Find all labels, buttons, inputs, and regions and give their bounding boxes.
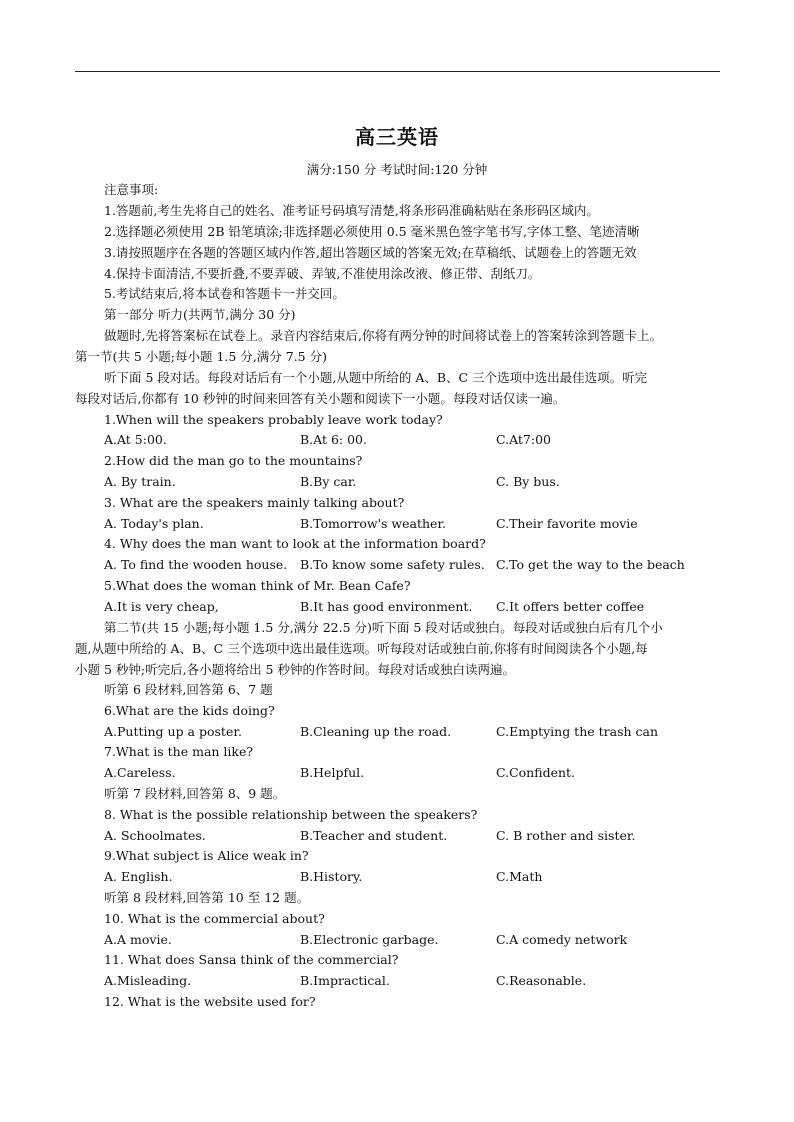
- option-b: B.Tomorrow's weather.: [300, 516, 447, 531]
- section2-instruction: 第二节(共 15 小题;每小题 1.5 分,满分 22.5 分)听下面 5 段对话或独白。每段对话或独白后有几个小: [104, 620, 663, 635]
- notice-item: 4.保持卡面清洁,不要折叠,不要弄破、弄皱,不准使用涂改液、修正带、刮纸刀。: [104, 266, 541, 281]
- section1-heading: 第一节(共 5 小题;每小题 1.5 分,满分 7.5 分): [75, 349, 327, 364]
- option-c: C.To get the way to the beach: [496, 557, 685, 572]
- option-b: B.Teacher and student.: [300, 828, 448, 843]
- question-stem: 8. What is the possible relationship between the speakers?: [104, 807, 478, 822]
- option-b: B.By car.: [300, 474, 357, 489]
- option-c: C. By bus.: [496, 474, 560, 489]
- notice-item: 3.请按照题序在各题的答题区域内作答,超出答题区域的答案无效;在草稿纸、试题卷上的答题无效: [104, 245, 637, 260]
- option-a: A.Putting up a poster.: [104, 724, 242, 739]
- option-c: C.Math: [496, 869, 543, 884]
- option-a: A.A movie.: [104, 932, 172, 947]
- option-c: C.Their favorite movie: [496, 516, 638, 531]
- page-title: 高三英语: [355, 125, 439, 149]
- section2-instruction: 小题 5 秒钟;听完后,各小题将给出 5 秒钟的作答时间。每段对话或独白读两遍。: [75, 662, 515, 677]
- question-stem: 9.What subject is Alice weak in?: [104, 848, 309, 863]
- option-a: A. English.: [104, 869, 173, 884]
- question-stem: 2.How did the man go to the mountains?: [104, 453, 363, 468]
- group-heading: 听第 8 段材料,回答第 10 至 12 题。: [104, 890, 310, 905]
- question-stem: 6.What are the kids doing?: [104, 703, 275, 718]
- question-stem: 1.When will the speakers probably leave work today?: [104, 412, 443, 427]
- part1-instruction: 做题时,先将答案标在试卷上。录音内容结束后,你将有两分钟的时间将试卷上的答案转涂到答题卡上。: [104, 328, 662, 343]
- option-c: C.Emptying the trash can: [496, 724, 659, 739]
- question-stem: 11. What does Sansa think of the commercial?: [104, 952, 399, 967]
- question-stem: 5.What does the woman think of Mr. Bean Cafe?: [104, 578, 411, 593]
- option-b: B.To know some safety rules.: [300, 557, 485, 572]
- option-b: B.Electronic garbage.: [300, 932, 439, 947]
- option-b: B.Impractical.: [300, 973, 390, 988]
- question-stem: 7.What is the man like?: [104, 744, 254, 759]
- header-rule: [75, 71, 720, 72]
- notice-item: 2.选择题必须使用 2B 铅笔填涂;非选择题必须使用 0.5 毫米黑色签字笔书写,字体工整、笔迹清晰: [104, 224, 640, 239]
- question-stem: 12. What is the website used for?: [104, 994, 316, 1009]
- option-a: A. Today's plan.: [104, 516, 204, 531]
- option-c: C.At7:00: [496, 432, 551, 447]
- option-a: A.At 5:00.: [104, 432, 167, 447]
- option-a: A.Careless.: [104, 765, 176, 780]
- option-a: A.It is very cheap,: [104, 599, 219, 614]
- option-b: B.Cleaning up the road.: [300, 724, 452, 739]
- notice-heading: 注意事项:: [104, 182, 159, 197]
- group-heading: 听第 6 段材料,回答第 6、7 题: [104, 682, 273, 697]
- option-a: A. To find the wooden house.: [104, 557, 288, 572]
- option-a: A. By train.: [104, 474, 176, 489]
- question-stem: 10. What is the commercial about?: [104, 911, 325, 926]
- section2-instruction: 题,从题中所给的 A、B、C 三个选项中选出最佳选项。听每段对话或独白前,你将有时间阅读各个小题,每: [75, 641, 648, 656]
- section1-instruction: 每段对话后,你都有 10 秒钟的时间来回答有关小题和阅读下一小题。每段对话仅读一遍。: [75, 391, 566, 406]
- notice-item: 5.考试结束后,将本试卷和答题卡一并交回。: [104, 286, 345, 301]
- part1-heading: 第一部分 听力(共两节,满分 30 分): [104, 307, 296, 322]
- option-b: B.Helpful.: [300, 765, 365, 780]
- option-c: C.It offers better coffee: [496, 599, 645, 614]
- question-stem: 4. Why does the man want to look at the information board?: [104, 536, 486, 551]
- option-b: B.History.: [300, 869, 363, 884]
- exam-info: 满分:150 分 考试时间:120 分钟: [306, 162, 488, 177]
- group-heading: 听第 7 段材料,回答第 8、9 题。: [104, 786, 286, 801]
- option-a: A.Misleading.: [104, 973, 192, 988]
- option-c: C.A comedy network: [496, 932, 628, 947]
- option-b: B.It has good environment.: [300, 599, 473, 614]
- option-c: C.Reasonable.: [496, 973, 587, 988]
- option-c: C.Confident.: [496, 765, 576, 780]
- question-stem: 3. What are the speakers mainly talking about?: [104, 495, 405, 510]
- notice-item: 1.答题前,考生先将自己的姓名、准考证号码填写清楚,将条形码准确粘贴在条形码区域内。: [104, 203, 599, 218]
- option-c: C. B rother and sister.: [496, 828, 636, 843]
- section1-instruction: 听下面 5 段对话。每段对话后有一个小题,从题中所给的 A、B、C 三个选项中选出最佳选项。听完: [104, 370, 648, 385]
- option-b: B.At 6: 00.: [300, 432, 367, 447]
- option-a: A. Schoolmates.: [104, 828, 206, 843]
